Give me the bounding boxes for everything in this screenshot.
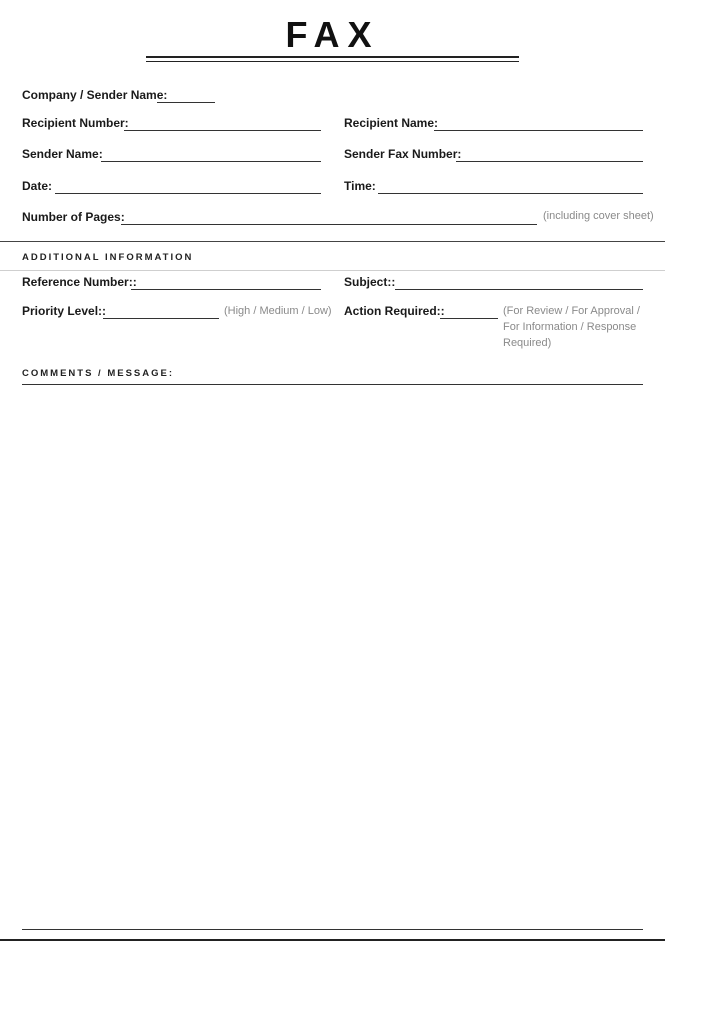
company-sender-name-field[interactable] bbox=[157, 102, 215, 103]
section-divider-top bbox=[0, 241, 665, 242]
sender-name-label: Sender Name: bbox=[22, 147, 103, 161]
pages-hint: (including cover sheet) bbox=[543, 210, 654, 222]
action-hint: (For Review / For Approval / For Information / Response Required) bbox=[503, 305, 640, 349]
subject-field[interactable] bbox=[395, 289, 643, 290]
title-underline-thin bbox=[146, 61, 519, 62]
date-label: Date: bbox=[22, 179, 53, 193]
priority-level-label: Priority Level:: bbox=[22, 304, 107, 318]
company-sender-name-label: Company / Sender Name: bbox=[22, 88, 168, 102]
comments-top-line bbox=[22, 384, 643, 385]
priority-hint: (High / Medium / Low) bbox=[224, 305, 332, 317]
action-required-field[interactable] bbox=[440, 318, 498, 319]
footer-divider bbox=[0, 939, 665, 941]
priority-level-field[interactable] bbox=[103, 318, 219, 319]
sender-name-field[interactable] bbox=[101, 161, 321, 162]
time-field[interactable] bbox=[378, 193, 643, 194]
section-divider-bottom bbox=[0, 270, 665, 271]
title-underline-thick bbox=[146, 56, 519, 58]
recipient-number-label: Recipient Number: bbox=[22, 116, 129, 130]
comments-message-area[interactable] bbox=[22, 386, 643, 928]
sender-fax-number-field[interactable] bbox=[456, 161, 643, 162]
date-field[interactable] bbox=[55, 193, 321, 194]
time-label: Time: bbox=[344, 179, 376, 193]
recipient-number-field[interactable] bbox=[124, 130, 321, 131]
number-of-pages-label: Number of Pages: bbox=[22, 210, 125, 224]
reference-number-field[interactable] bbox=[131, 289, 321, 290]
recipient-name-label: Recipient Name: bbox=[344, 116, 439, 130]
additional-info-heading: ADDITIONAL INFORMATION bbox=[22, 252, 194, 263]
comments-bottom-line bbox=[22, 929, 643, 930]
reference-number-label: Reference Number:: bbox=[22, 275, 137, 289]
recipient-name-field[interactable] bbox=[434, 130, 643, 131]
subject-label: Subject:: bbox=[344, 275, 396, 289]
number-of-pages-field[interactable] bbox=[121, 224, 537, 225]
page-title: FAX bbox=[285, 14, 380, 55]
action-required-label: Action Required:: bbox=[344, 304, 445, 318]
sender-fax-number-label: Sender Fax Number: bbox=[344, 147, 462, 161]
comments-heading: COMMENTS / MESSAGE: bbox=[22, 368, 175, 379]
